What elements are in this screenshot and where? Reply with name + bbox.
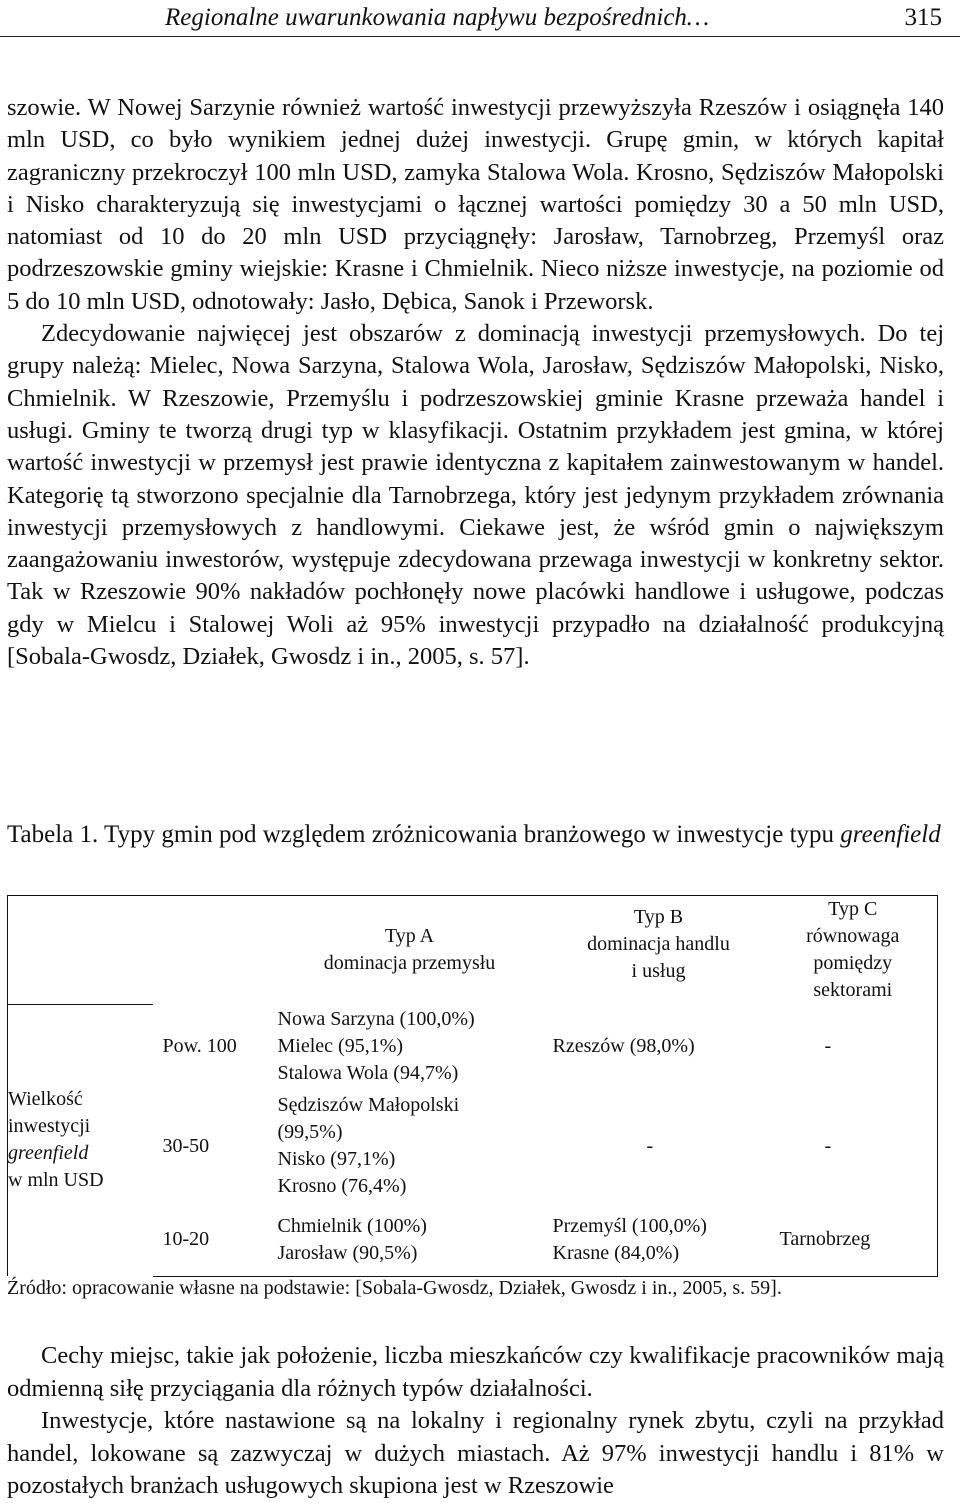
page-number: 315: [904, 4, 942, 31]
type-a-cell: Chmielnik (100%) Jarosław (90,5%): [271, 1204, 549, 1276]
type-c-cell: Tarnobrzeg: [769, 1204, 938, 1276]
table-header-row: [8, 896, 938, 1005]
type-a-cell: Sędziszów Małopolski (99,5%) Nisko (97,1%) Krosno (76,4%): [277, 1094, 460, 1197]
type-c-cell: -: [769, 1088, 938, 1204]
table-caption: [7, 818, 944, 851]
corner-cell: [153, 896, 271, 1005]
range-cell: 30-50: [162, 1134, 210, 1157]
type-b-cell: Przemyśl (100,0%) Krasne (84,0%): [549, 1204, 769, 1276]
type-b-cell: -: [646, 1134, 654, 1157]
type-b-cell: Rzeszów (98,0%): [552, 1034, 695, 1057]
table-caption-text: Tabela 1. Typy gmin pod względem zróżnicowania branżowego w inwestycje typu: [7, 821, 841, 848]
paragraph: szowie. W Nowej Sarzynie również wartość inwestycji przewyższyła Rzeszów i osiągnęła 140 mln USD, co było wynikiem jednej dużej inwestycji. Grupę gmin, w których kapitał zagraniczny przekroczył 100 mln USD, zamyka Stalowa Wola. Krosno, Sędziszów Małopolski i Nisko charakteryzują się inwestycjami o łącznej wartości pomiędzy 30 a 50 mln USD, natomiast od 10 do 20 mln USD przyciągnęły: Jarosław, Tarnobrzeg, Przemyśl oraz podrzeszowskie gminy wiejskie: Krasne i Chmielnik. Nieco niższe inwestycje, na poziomie od 5 do 10 mln USD, odnotowały: Jasło, Dębica, Sanok i Przeworsk.: [7, 94, 944, 315]
body-text: [7, 92, 944, 673]
table-row: [8, 1004, 938, 1088]
col-header-type-b: Typ B dominacja handlu i usług: [549, 896, 769, 1005]
paragraph: Inwestycje, które nastawione są na lokalny i regionalny rynek zbytu, czyli na przykład handel, lokowane są zazwyczaj w dużych miastach. Aż 97% inwestycji handlu i 81% w pozostałych branżach usługowych skupiona jest w Rzeszowie: [7, 1407, 944, 1499]
corner-cell: [8, 896, 153, 1005]
types-table: [7, 895, 938, 1277]
table-source: Źródło: opracowanie własne na podstawie: [Sobala-Gwosdz, Działek, Gwosdz i in., 2005, s. 59].: [7, 1277, 782, 1299]
row-header-cell: Wielkość inwestycji greenfield w mln USD: [8, 1004, 153, 1276]
col-header-type-c: Typ C równowaga pomiędzy sektorami: [769, 896, 938, 1005]
table-caption-italic: greenfield: [840, 821, 941, 848]
running-header: [0, 0, 960, 37]
body-text-continued: [7, 1340, 944, 1503]
range-cell: Pow. 100: [162, 1034, 237, 1057]
type-c-cell: -: [769, 1004, 938, 1088]
range-cell: 10-20: [153, 1204, 271, 1276]
type-a-cell: Nowa Sarzyna (100,0%) Mielec (95,1%) Stalowa Wola (94,7%): [277, 1007, 475, 1084]
col-header-type-a: Typ A dominacja przemysłu: [271, 896, 549, 1005]
paragraph: Cechy miejsc, takie jak położenie, liczba mieszkańców czy kwalifikacje pracowników mają odmienną siłę przyciągania dla różnych typów działalności.: [7, 1342, 944, 1402]
paragraph: Zdecydowanie najwięcej jest obszarów z dominacją inwestycji przemysłowych. Do tej grupy należą: Mielec, Nowa Sarzyna, Stalowa Wola, Jarosław, Sędziszów Małopolski, Nisko, Chmielnik. W Rzeszowie, Przemyślu i podrzeszowskiej gminie Krasne przeważa handel i usługi. Gminy te tworzą drugi typ w klasyfikacji. Ostatnim przykładem jest gmina, w której wartość inwestycji w przemysł jest prawie identyczna z kapitałem zainwestowanym w handel. Kategorię tą stworzono specjalnie dla Tarnobrzega, który jest jedynym przykładem zrównania inwestycji przemysłowych z handlowymi. Ciekawe jest, że wśród gmin o największym zaangażowaniu inwestorów, występuje zdecydowana przewaga inwestycji w konkretny sektor. Tak w Rzeszowie 90% nakładów pochłonęły nowe placówki handlowe i usługowe, podczas gdy w Mielcu i Stalowej Woli aż 95% inwestycji przypadło na działalność produkcyjną [Sobala-Gwosdz, Działek, Gwosdz i in., 2005, s. 57].: [7, 320, 944, 671]
running-title: Regionalne uwarunkowania napływu bezpośrednich…: [165, 4, 710, 31]
